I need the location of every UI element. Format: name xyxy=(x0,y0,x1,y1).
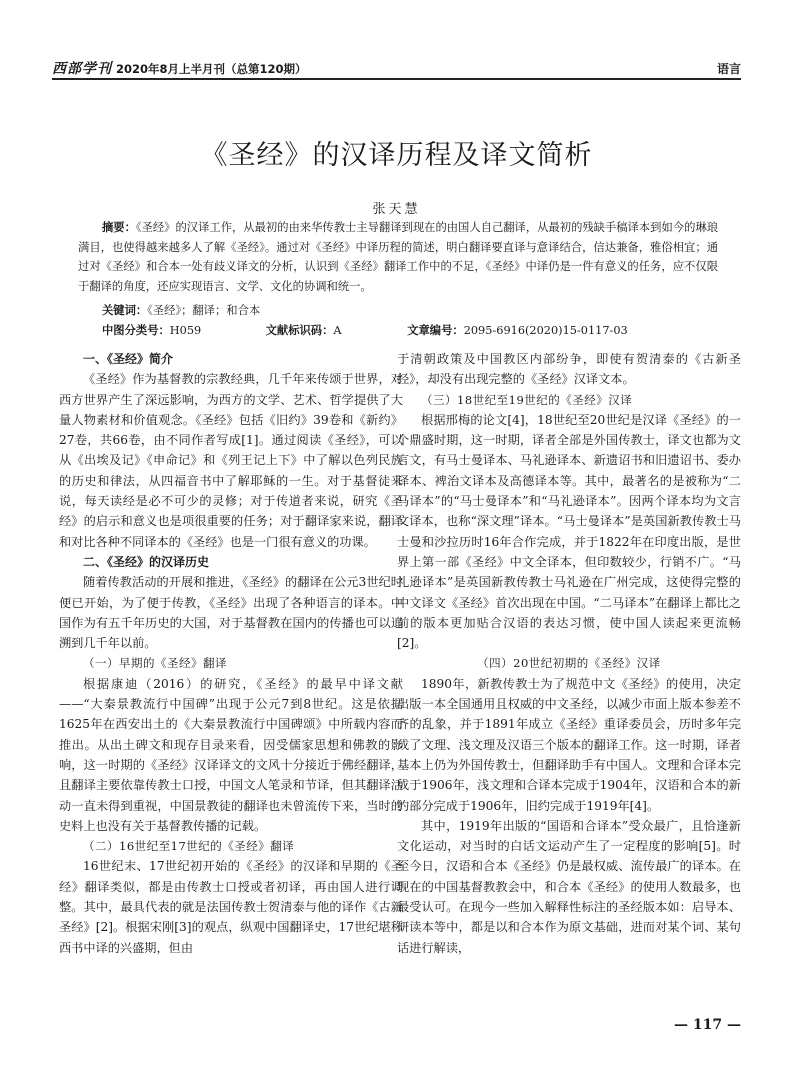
classification-line xyxy=(102,322,722,338)
section-heading: 一、《圣经》简介 xyxy=(83,352,174,366)
subsection-heading: （一）早期的《圣经》翻译 xyxy=(83,656,227,671)
abstract-text: 《圣经》的汉译工作，从最初的由来华传教士主导翻译到现在的由国人自己翻译，从最初的残缺手稿译本到如今的琳琅满目，也使得越来越多人了解《圣经》。通过对《圣经》中译历程的简述，明白翻译要直译与意译结合，信达兼备，雅俗相宜；通过对《圣经》和合本一处有歧义译文的分析，认识到《圣经》翻译工作中的不足，《圣经》中译仍是一件有意义的任务，应不仅限于翻译的角度，还应实现语言、文学、文化的协调和统一。 xyxy=(78,221,718,293)
abstract-label: 摘要： xyxy=(102,221,136,234)
abstract xyxy=(78,218,718,296)
paragraph: 根据邢梅的论文[4]，18世纪至20世纪是汉译《圣经》的一个鼎盛时期，这一时期，译者全部是外国传教士，译文也都为文言文，有马士曼译本、马礼逊译本、新遗诏书和旧遗诏书、委办译本、裨治文译本及高德译本等。其中，最著名的是被称为“二马译本”的“马士曼译本”和“马礼逊译本”。因两个译本均为文言文译本，也称“深文理”译本。“马士曼译本”是英国新教传教士马士曼和沙拉历时16年合作完成，并于1822年在印度出版，是世界上第一部《圣经》中文全译本，但印数较少，行销不广。“马礼逊译本”是英国新教传教士马礼逊在广州完成，这使得完整的中文译文《圣经》首次出现在中国。“二马译本”在翻译上都比之前的版本更加贴合汉语的表达习惯，使中国人读起来更流畅[2]。 xyxy=(397,412,741,651)
paragraph: 其中，1919年出版的“国语和合译本”受众最广，且恰逢新文化运动，对当时的白话文运动产生了一定程度的影响[5]。时至今日，汉语和合本《圣经》仍是最权威、流传最广的译本。在现在的中国基督教教会中，和合本《圣经》的使用人数最多，也最受认可。在现今一些加入解释性标注的圣经版本如：启导本、研读本等中，都是以和合本作为原文基础，进而对某个词、某句话进行解读， xyxy=(397,818,741,955)
clc-label: 中图分类号： xyxy=(102,324,170,337)
left-column xyxy=(59,349,403,958)
running-header xyxy=(52,58,741,80)
keywords-label: 关键词： xyxy=(102,304,148,317)
keywords xyxy=(102,302,260,318)
issue-info: 2020年8月上半月刊（总第120期） xyxy=(116,62,307,76)
paragraph: 于清朝政策及中国教区内部纷争，即使有贺清泰的《古新圣经》，却没有出现完整的《圣经》汉译文本。 xyxy=(397,352,741,387)
author-name: 张天慧 xyxy=(372,202,421,217)
subsection-heading: （三）18世纪至19世纪的《圣经》汉译 xyxy=(421,392,633,407)
section-heading: 二、《圣经》的汉译历史 xyxy=(83,554,210,569)
section-label: 语言 xyxy=(716,62,741,76)
doc-code-value: A xyxy=(333,324,342,337)
journal-logo: 西部学刊 xyxy=(52,61,112,77)
paragraph: 16世纪末、17世纪初开始的《圣经》的汉译和早期的《圣经》翻译类似，都是由传教士口授或者初译，再由国人进行调整。其中，最具代表的就是法国传教士贺清泰与他的译作《古新圣经》[2]。根据宋刚[3]的观点，纵观中国翻译史，17世纪堪称西书中译的兴盛期，但由 xyxy=(59,859,403,955)
page-number: — 117 — xyxy=(674,1017,741,1033)
paragraph: 随着传教活动的开展和推进，《圣经》的翻译在公元3世纪时便已开始，为了便于传教，《圣经》出现了各种语言的译本。中国作为有五千年历史的大国，对于基督教在国内的传播也可以追溯到几千年以前。 xyxy=(59,575,403,651)
right-column xyxy=(397,349,741,958)
keywords-text: 《圣经》；翻译；和合本 xyxy=(147,304,261,317)
subsection-heading: （二）16世纪至17世纪的《圣经》翻译 xyxy=(83,839,295,854)
paragraph: 根据康迪（2016）的研究，《圣经》的最早中译文献——“大秦景教流行中国碑”出现于公元7到8世纪。这是依据1625年在西安出土的《大秦景教流行中国碑颂》中所载内容而推出。从出土碑文和现存目录来看，因受儒家思想和佛教的影响，这一时期的《圣经》汉译译文的文风十分接近于佛经翻译，且翻译主要依靠传教士口授，中国文人笔录和节译，但其翻译活动一直未得到重视，中国景教徒的翻译也未曾流传下来，当时的史料上也没有关于基督教传播的记载。 xyxy=(59,676,403,833)
paragraph: 《圣经》作为基督教的宗教经典，几千年来传颂于世界，对西方世界产生了深远影响，为西方的文学、艺术、哲学提供了大量人物素材和价值观念。《圣经》包括《旧约》39卷和《新约》27卷，共66卷，由不同作者写成[1]。通过阅读《圣经》，可以从《出埃及记》《申命记》和《列王记上下》中了解以色列民族的历史和律法，从四福音书中了解耶稣的一生。对于基督徒来说，每天读经是必不可少的灵修；对于传道者来说，研究《圣经》的启示和意义也是项很重要的任务；对于翻译家来说，翻译和对比各种不同译本的《圣经》也是一门很有意义的功课。 xyxy=(59,372,403,549)
article-no-label: 文章编号： xyxy=(407,324,464,337)
paragraph: 1890年，新教传教士为了规范中文《圣经》的使用，决定出版一本全国通用且权威的中文圣经，以减少市面上版本参差不齐的乱象，并于1891年成立《圣经》重译委员会，历时多年完成了文理、浅文理及汉语三个版本的翻译工作。这一时期，译者基本上仍为外国传教士，但翻译助手有中国人。文理和合译本完成于1906年，浅文理和合译本完成于1904年，汉语和合本的新约部分完成于1906年，旧约完成于1919年[4]。 xyxy=(397,676,741,813)
subsection-heading: （四）20世纪初期的《圣经》汉译 xyxy=(477,656,661,671)
doc-code-label: 文献标识码： xyxy=(265,324,334,337)
clc-value: H059 xyxy=(169,324,202,337)
article-no-value: 2095-6916(2020)15-0117-03 xyxy=(463,324,628,337)
article-title: 《圣经》的汉译历程及译文简析 xyxy=(200,140,593,171)
